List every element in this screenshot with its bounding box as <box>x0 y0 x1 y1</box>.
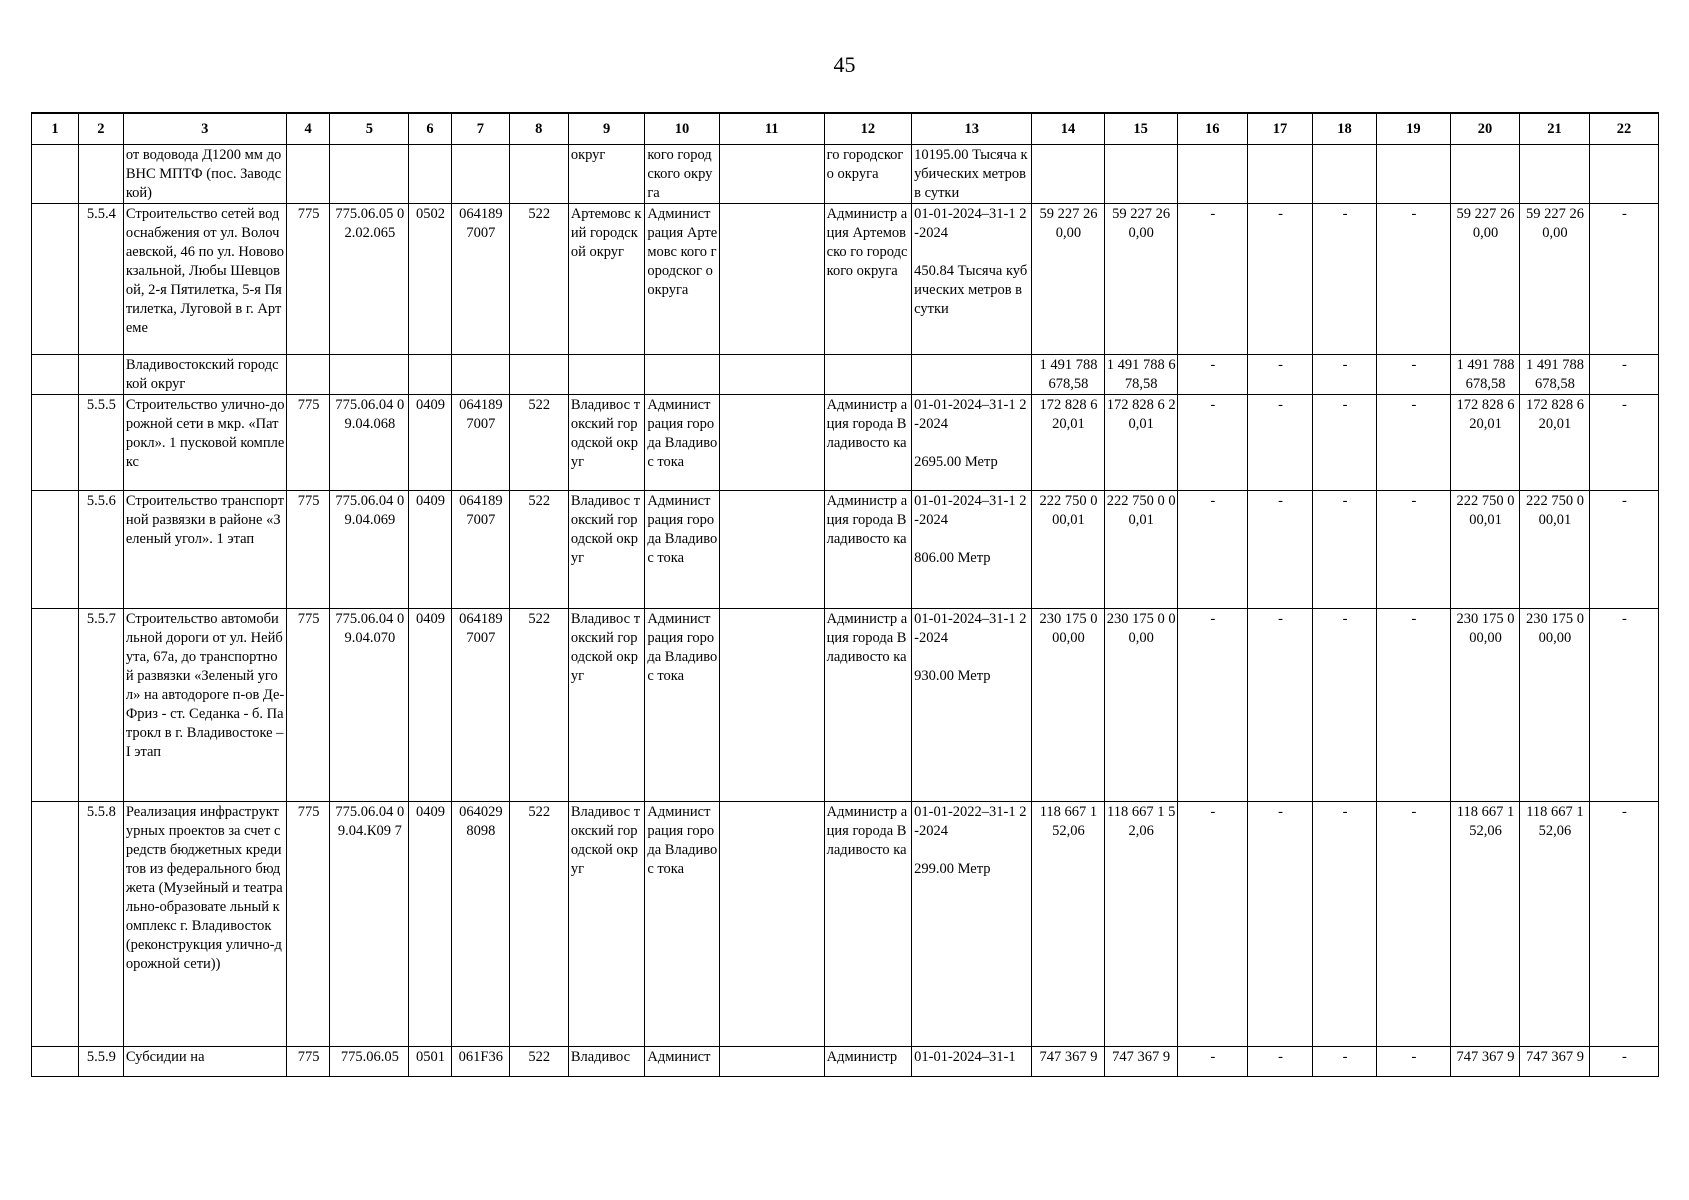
cell-col20: 230 175 0 00,00 <box>1451 609 1520 802</box>
cell-administrator: Админист <box>645 1047 719 1077</box>
cell-col14: 747 367 9 <box>1032 1047 1104 1077</box>
cell-col22: - <box>1589 491 1658 609</box>
table-row <box>32 355 1659 395</box>
cell-administrator: Админист рация города Владивос тока <box>645 491 719 609</box>
cell-col11 <box>719 491 824 609</box>
cell-col15: 118 667 1 52,06 <box>1104 802 1177 1047</box>
period-text: 01-01-2024–31-1 2-2024 <box>914 397 1027 432</box>
cell-col11 <box>719 1047 824 1077</box>
cell-col1 <box>32 145 79 204</box>
column-header: 16 <box>1177 113 1247 145</box>
cell-col1 <box>32 204 79 355</box>
table-row <box>32 609 1659 802</box>
cell-customer: Администр <box>824 1047 911 1077</box>
cell-item-number: 5.5.4 <box>79 204 124 355</box>
cell-municipality: округ <box>568 145 645 204</box>
cell-item-number: 5.5.5 <box>79 395 124 491</box>
cell-item-number: 5.5.7 <box>79 609 124 802</box>
cell-col5: 775.06.04 09.04.К09 7 <box>330 802 409 1047</box>
cell-object-name: Владивостокский городской округ <box>123 355 286 395</box>
cell-col8: 522 <box>509 802 568 1047</box>
cell-col7: 064189 7007 <box>451 491 509 609</box>
table-row <box>32 145 1659 204</box>
capacity-text: 2695.00 Метр <box>914 454 998 470</box>
cell-col1 <box>32 802 79 1047</box>
cell-administrator <box>645 355 719 395</box>
cell-col22: - <box>1589 355 1658 395</box>
cell-col11 <box>719 145 824 204</box>
cell-col6: 0409 <box>409 609 452 802</box>
cell-col21 <box>1519 145 1589 204</box>
cell-col19 <box>1376 145 1450 204</box>
cell-col15: 747 367 9 <box>1104 1047 1177 1077</box>
cell-period-capacity <box>912 491 1032 609</box>
cell-col17: - <box>1247 1047 1313 1077</box>
period-text: 01-01-2024–31-1 2-2024 <box>914 493 1027 528</box>
cell-col16: - <box>1177 1047 1247 1077</box>
cell-col4: 775 <box>286 491 330 609</box>
cell-col15: 172 828 6 20,01 <box>1104 395 1177 491</box>
cell-col8: 522 <box>509 491 568 609</box>
cell-object-name: Субсидии на <box>123 1047 286 1077</box>
column-header: 3 <box>123 113 286 145</box>
cell-col18: - <box>1313 802 1376 1047</box>
cell-col4: 775 <box>286 204 330 355</box>
cell-item-number <box>79 145 124 204</box>
cell-col19: - <box>1376 395 1450 491</box>
cell-col6 <box>409 355 452 395</box>
column-header: 12 <box>824 113 911 145</box>
column-header: 1 <box>32 113 79 145</box>
column-header: 13 <box>912 113 1032 145</box>
cell-col7: 061F36 <box>451 1047 509 1077</box>
cell-col11 <box>719 609 824 802</box>
cell-col17: - <box>1247 355 1313 395</box>
cell-col22: - <box>1589 802 1658 1047</box>
cell-col14: 230 175 0 00,00 <box>1032 609 1104 802</box>
column-header: 18 <box>1313 113 1376 145</box>
cell-administrator: Админист рация города Владивос тока <box>645 395 719 491</box>
cell-col1 <box>32 1047 79 1077</box>
cell-col21: 172 828 6 20,01 <box>1519 395 1589 491</box>
cell-col15 <box>1104 145 1177 204</box>
cell-item-number <box>79 355 124 395</box>
cell-col18 <box>1313 145 1376 204</box>
column-header: 8 <box>509 113 568 145</box>
cell-period-capacity <box>912 204 1032 355</box>
table-row <box>32 491 1659 609</box>
cell-col17: - <box>1247 204 1313 355</box>
cell-customer: Администр ация города Владивосто ка <box>824 491 911 609</box>
column-header: 5 <box>330 113 409 145</box>
cell-administrator: кого городского округа <box>645 145 719 204</box>
cell-col6: 0501 <box>409 1047 452 1077</box>
cell-col4: 775 <box>286 395 330 491</box>
cell-col20: 1 491 788 678,58 <box>1451 355 1520 395</box>
cell-col15: 230 175 0 00,00 <box>1104 609 1177 802</box>
cell-col7 <box>451 355 509 395</box>
cell-col11 <box>719 204 824 355</box>
column-header: 14 <box>1032 113 1104 145</box>
cell-col4 <box>286 145 330 204</box>
column-header: 4 <box>286 113 330 145</box>
column-header: 22 <box>1589 113 1658 145</box>
capacity-text: 10195.00 Тысяча кубических метров в сутки <box>914 147 1028 201</box>
cell-item-number: 5.5.9 <box>79 1047 124 1077</box>
capacity-text: 299.00 Метр <box>914 861 991 877</box>
cell-col4: 775 <box>286 609 330 802</box>
cell-col15: 1 491 788 678,58 <box>1104 355 1177 395</box>
cell-col18: - <box>1313 355 1376 395</box>
cell-period-capacity <box>912 609 1032 802</box>
cell-col6: 0409 <box>409 395 452 491</box>
cell-col14: 1 491 788 678,58 <box>1032 355 1104 395</box>
cell-col16: - <box>1177 609 1247 802</box>
cell-col1 <box>32 491 79 609</box>
cell-object-name: Строительство транспортной развязки в районе «Зеленый угол». 1 этап <box>123 491 286 609</box>
cell-col4: 775 <box>286 802 330 1047</box>
cell-object-name: Реализация инфраструктурных проектов за счет средств бюджетных кредитов из федерального бюджета (Музейный и театрально-образовате льный комплекс г. Владивосток (реконструкция улично-дорожной сети)) <box>123 802 286 1047</box>
cell-col19: - <box>1376 609 1450 802</box>
cell-col20: 59 227 26 0,00 <box>1451 204 1520 355</box>
cell-customer: Администр ация города Владивосто ка <box>824 395 911 491</box>
table-row <box>32 802 1659 1047</box>
cell-col11 <box>719 355 824 395</box>
cell-period-capacity <box>912 802 1032 1047</box>
cell-col1 <box>32 609 79 802</box>
cell-col19: - <box>1376 355 1450 395</box>
cell-col14 <box>1032 145 1104 204</box>
cell-col15: 59 227 26 0,00 <box>1104 204 1177 355</box>
cell-col6: 0502 <box>409 204 452 355</box>
cell-col17 <box>1247 145 1313 204</box>
cell-col5: 775.06.05 <box>330 1047 409 1077</box>
cell-col17: - <box>1247 491 1313 609</box>
cell-col14: 222 750 0 00,01 <box>1032 491 1104 609</box>
cell-period-capacity: 01-01-2024–31-1 <box>912 1047 1032 1077</box>
cell-col19: - <box>1376 1047 1450 1077</box>
cell-municipality: Владивос токский городской округ <box>568 491 645 609</box>
cell-col6 <box>409 145 452 204</box>
period-text: 01-01-2024–31-1 2-2024 <box>914 611 1027 646</box>
capacity-text: 450.84 Тысяча кубических метров в сутки <box>914 263 1028 317</box>
cell-administrator: Админист рация города Владивос тока <box>645 609 719 802</box>
capacity-text: 806.00 Метр <box>914 550 991 566</box>
cell-administrator: Админист рация Артемовс кого городског о округа <box>645 204 719 355</box>
column-header: 6 <box>409 113 452 145</box>
cell-col11 <box>719 395 824 491</box>
cell-customer <box>824 355 911 395</box>
cell-col14: 172 828 6 20,01 <box>1032 395 1104 491</box>
table-row <box>32 204 1659 355</box>
cell-col19: - <box>1376 491 1450 609</box>
cell-municipality: Артемовс кий городской округ <box>568 204 645 355</box>
cell-col20: 172 828 6 20,01 <box>1451 395 1520 491</box>
cell-col20: 222 750 0 00,01 <box>1451 491 1520 609</box>
cell-col21: 118 667 1 52,06 <box>1519 802 1589 1047</box>
cell-col16: - <box>1177 395 1247 491</box>
cell-col21: 222 750 0 00,01 <box>1519 491 1589 609</box>
cell-object-name: Строительство сетей водоснабжения от ул. Волочаевской, 46 по ул. Нововокзальной, Любы Шевцовой, 2-я Пятилетка, 5-я Пятилетка, Луговой в г. Артеме <box>123 204 286 355</box>
column-header: 9 <box>568 113 645 145</box>
cell-col16: - <box>1177 204 1247 355</box>
cell-col1 <box>32 355 79 395</box>
cell-col5: 775.06.04 09.04.068 <box>330 395 409 491</box>
cell-col7 <box>451 145 509 204</box>
cell-col14: 118 667 1 52,06 <box>1032 802 1104 1047</box>
cell-col8 <box>509 145 568 204</box>
cell-municipality: Владивос токский городской округ <box>568 609 645 802</box>
cell-municipality: Владивос токский городской округ <box>568 802 645 1047</box>
cell-col21: 747 367 9 <box>1519 1047 1589 1077</box>
cell-col16: - <box>1177 802 1247 1047</box>
column-header: 15 <box>1104 113 1177 145</box>
cell-col7: 064029 8098 <box>451 802 509 1047</box>
cell-col5 <box>330 355 409 395</box>
cell-col14: 59 227 26 0,00 <box>1032 204 1104 355</box>
cell-col22: - <box>1589 609 1658 802</box>
cell-col21: 230 175 0 00,00 <box>1519 609 1589 802</box>
cell-col17: - <box>1247 395 1313 491</box>
cell-col16: - <box>1177 491 1247 609</box>
cell-col18: - <box>1313 1047 1376 1077</box>
cell-period-capacity <box>912 395 1032 491</box>
column-header: 19 <box>1376 113 1450 145</box>
table-row <box>32 395 1659 491</box>
cell-col8: 522 <box>509 609 568 802</box>
cell-col5 <box>330 145 409 204</box>
column-header: 10 <box>645 113 719 145</box>
cell-customer: Администр ация города Владивосто ка <box>824 802 911 1047</box>
column-header: 20 <box>1451 113 1520 145</box>
cell-col8: 522 <box>509 395 568 491</box>
cell-administrator: Админист рация города Владивос тока <box>645 802 719 1047</box>
cell-col4: 775 <box>286 1047 330 1077</box>
cell-col5: 775.06.04 09.04.070 <box>330 609 409 802</box>
cell-col6: 0409 <box>409 802 452 1047</box>
cell-col4 <box>286 355 330 395</box>
cell-customer: го городского округа <box>824 145 911 204</box>
column-header: 21 <box>1519 113 1589 145</box>
period-text: 01-01-2024–31-1 2-2024 <box>914 206 1027 241</box>
page-number: 45 <box>833 52 856 77</box>
cell-municipality: Владивос <box>568 1047 645 1077</box>
cell-col18: - <box>1313 609 1376 802</box>
column-header: 2 <box>79 113 124 145</box>
period-text: 01-01-2022–31-1 2-2024 <box>914 804 1027 839</box>
cell-col21: 59 227 26 0,00 <box>1519 204 1589 355</box>
column-header: 7 <box>451 113 509 145</box>
cell-item-number: 5.5.8 <box>79 802 124 1047</box>
capacity-text: 930.00 Метр <box>914 668 991 684</box>
cell-customer: Администр ация города Владивосто ка <box>824 609 911 802</box>
cell-object-name: Строительство улично-дорожной сети в мкр. «Патрокл». 1 пусковой комплекс <box>123 395 286 491</box>
table-header-row <box>32 113 1659 145</box>
cell-period-capacity <box>912 145 1032 204</box>
column-header: 11 <box>719 113 824 145</box>
cell-col17: - <box>1247 802 1313 1047</box>
cell-col15: 222 750 0 00,01 <box>1104 491 1177 609</box>
cell-col16 <box>1177 145 1247 204</box>
cell-period-capacity <box>912 355 1032 395</box>
cell-col18: - <box>1313 395 1376 491</box>
cell-object-name: от водовода Д1200 мм до ВНС МПТФ (пос. Заводской) <box>123 145 286 204</box>
cell-col8 <box>509 355 568 395</box>
cell-col18: - <box>1313 491 1376 609</box>
cell-col20: 118 667 1 52,06 <box>1451 802 1520 1047</box>
cell-col22 <box>1589 145 1658 204</box>
cell-item-number: 5.5.6 <box>79 491 124 609</box>
cell-col19: - <box>1376 802 1450 1047</box>
cell-col7: 064189 7007 <box>451 395 509 491</box>
cell-col22: - <box>1589 204 1658 355</box>
cell-col1 <box>32 395 79 491</box>
cell-col22: - <box>1589 395 1658 491</box>
cell-col5: 775.06.04 09.04.069 <box>330 491 409 609</box>
cell-col19: - <box>1376 204 1450 355</box>
budget-table <box>31 112 1659 1077</box>
cell-col8: 522 <box>509 204 568 355</box>
column-header: 17 <box>1247 113 1313 145</box>
cell-col16: - <box>1177 355 1247 395</box>
cell-col8: 522 <box>509 1047 568 1077</box>
cell-col17: - <box>1247 609 1313 802</box>
cell-col7: 064189 7007 <box>451 609 509 802</box>
cell-municipality <box>568 355 645 395</box>
cell-col5: 775.06.05 02.02.065 <box>330 204 409 355</box>
cell-col22: - <box>1589 1047 1658 1077</box>
cell-col7: 064189 7007 <box>451 204 509 355</box>
cell-col18: - <box>1313 204 1376 355</box>
cell-col11 <box>719 802 824 1047</box>
cell-municipality: Владивос токский городской округ <box>568 395 645 491</box>
cell-customer: Администр ация Артемовско го городского округа <box>824 204 911 355</box>
cell-col20: 747 367 9 <box>1451 1047 1520 1077</box>
cell-object-name: Строительство автомобильной дороги от ул. Нейбута, 67а, до транспортной развязки «Зеленый угол» на автодороге п-ов Де-Фриз - ст. Седанка - б. Патрокл в г. Владивостоке – I этап <box>123 609 286 802</box>
cell-col20 <box>1451 145 1520 204</box>
cell-col21: 1 491 788 678,58 <box>1519 355 1589 395</box>
table-row <box>32 1047 1659 1077</box>
cell-col6: 0409 <box>409 491 452 609</box>
